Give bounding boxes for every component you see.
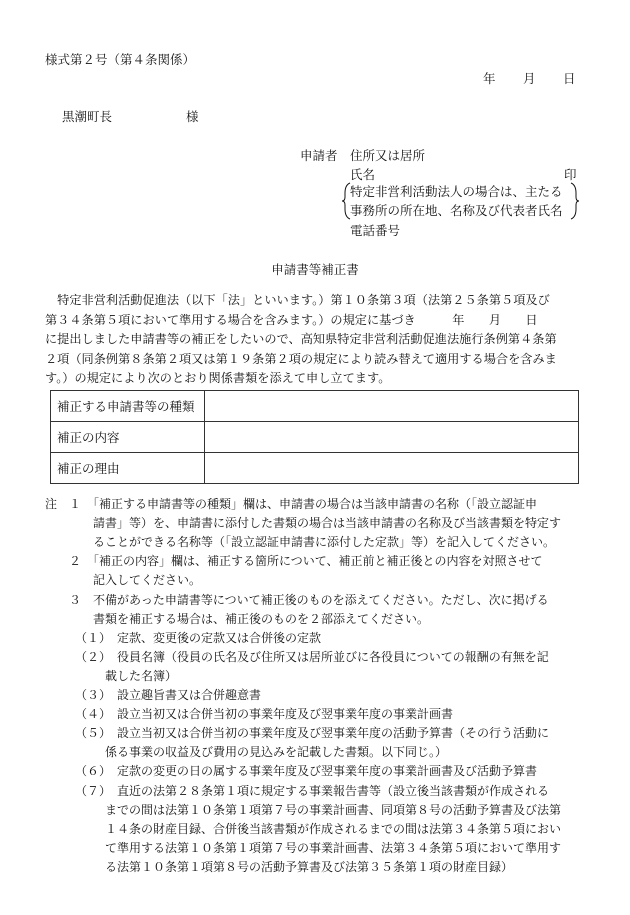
row-label-correction-content: 補正の内容 <box>51 422 205 453</box>
corporation-note <box>342 182 578 220</box>
date-year-label: 年 <box>483 71 496 86</box>
row-value-correction-reason[interactable] <box>205 453 579 484</box>
row-label-correction-reason: 補正の理由 <box>51 453 205 484</box>
note-line: ３ 不備があった申請書等について補正後のものを添えてください。ただし、次に掲げる <box>45 593 549 607</box>
phone-label: 電話番号 <box>350 223 401 238</box>
seal-mark: 印 <box>564 167 577 182</box>
right-paren-icon <box>569 182 579 220</box>
row-value-correction-content[interactable] <box>205 422 579 453</box>
note-line: る法第１０条第１項第８号の活動予算書及び法第３５条第１項の財産目録） <box>45 860 514 874</box>
body-line: 特定非営利活動促進法（以下「法」といいます。）第１０条第３項（法第２５条第５項及び <box>45 293 550 307</box>
body-line: す。）の規定により次のとおり関係書類を添えて申し立てます。 <box>45 371 391 386</box>
note-line: までの間は法第１０条第１項第７号の事業計画書、同項第８号の活動予算書及び法第 <box>45 803 562 817</box>
date-month-label: 月 <box>523 71 536 86</box>
date-day-label: 日 <box>563 71 576 86</box>
name-label: 氏名 <box>350 167 376 182</box>
table-row <box>51 422 579 453</box>
note-line: 係る事業の収益及び費用の見込みを記載した書類。以下同じ。） <box>45 745 448 759</box>
note-line: （７） 直近の法第２８条第１項に規定する事業報告書等（設立後当該書類が作成される <box>45 784 550 798</box>
note-line: （６） 定款の変更の日の属する事業年度及び翌事業年度の事業計画書及び活動予算書 <box>45 764 538 778</box>
body-line: 第３４条第５項において準用する場合を含みます。）の規定に基づき 年 月 日 <box>45 312 538 327</box>
body-line: に提出しました申請書等の補正をしたいので、高知県特定非営利活動促進法施行条例第４条第 <box>45 332 557 347</box>
note-line: ることができる名称等（「設立認証申請書に添付した定款」等）を記入してください。 <box>45 535 556 549</box>
note-line: 注 １ 「補正する申請書等の種類」欄は、申請書の場合は当該申請書の名称（「設立認証申 <box>45 497 538 511</box>
note-line: て準用する法第１０条第１項第７号の事業計画書、法第３４条第５項において準用す <box>45 841 562 855</box>
corporation-note-line1: 特定非営利活動法人の場合は、主たる <box>350 184 563 199</box>
form-number: 様式第２号（第４条関係） <box>45 52 196 67</box>
address-label: 住所又は居所 <box>350 148 426 163</box>
applicant-label: 申請者 <box>300 148 338 163</box>
note-line: （３） 設立趣旨書又は合併趣意書 <box>45 688 262 702</box>
note-line: （２） 役員名簿（役員の氏名及び住所又は居所並びに各役員についての報酬の有無を記 <box>45 650 549 664</box>
note-line: 記入してください。 <box>45 573 202 587</box>
note-line: （１） 定款、変更後の定款又は合併後の定款 <box>45 631 322 645</box>
addressee-honorific: 様 <box>186 109 199 124</box>
table-row <box>51 391 579 422</box>
document-title: 申請書等補正書 <box>271 262 359 277</box>
note-line: ２ 「補正の内容」欄は、補正する箇所について、補正前と補正後との内容を対照させて <box>45 554 543 568</box>
row-value-document-type[interactable] <box>205 391 579 422</box>
note-line: 書類を補正する場合は、補正後のものを２部添えてください。 <box>45 612 430 626</box>
addressee-name: 黒潮町長 <box>62 109 113 124</box>
note-line: （５） 設立当初又は合併当初の事業年度及び翌事業年度の活動予算書（その行う活動に <box>45 726 550 740</box>
note-line: （４） 設立当初又は合併当初の事業年度及び翌事業年度の事業計画書 <box>45 707 454 721</box>
corporation-note-line2: 事務所の所在地、名称及び代表者氏名 <box>350 203 563 218</box>
row-label-document-type: 補正する申請書等の種類 <box>51 391 205 422</box>
correction-table <box>50 390 579 484</box>
body-line: ２項（同条例第８条第２項又は第１９条第２項の規定により読み替えて適用する場合を含みま <box>45 351 557 366</box>
note-line: 請書」等）を、申請書に添付した書類の場合は当該申請書の名称及び当該書類を特定す <box>45 516 562 530</box>
table-row <box>51 453 579 484</box>
body-paragraph <box>45 291 585 389</box>
note-line: １４条の財産目録、合併後当該書類が作成されるまでの間は法第３４条第５項におい <box>45 822 562 836</box>
note-line: 載した名簿） <box>45 669 178 683</box>
